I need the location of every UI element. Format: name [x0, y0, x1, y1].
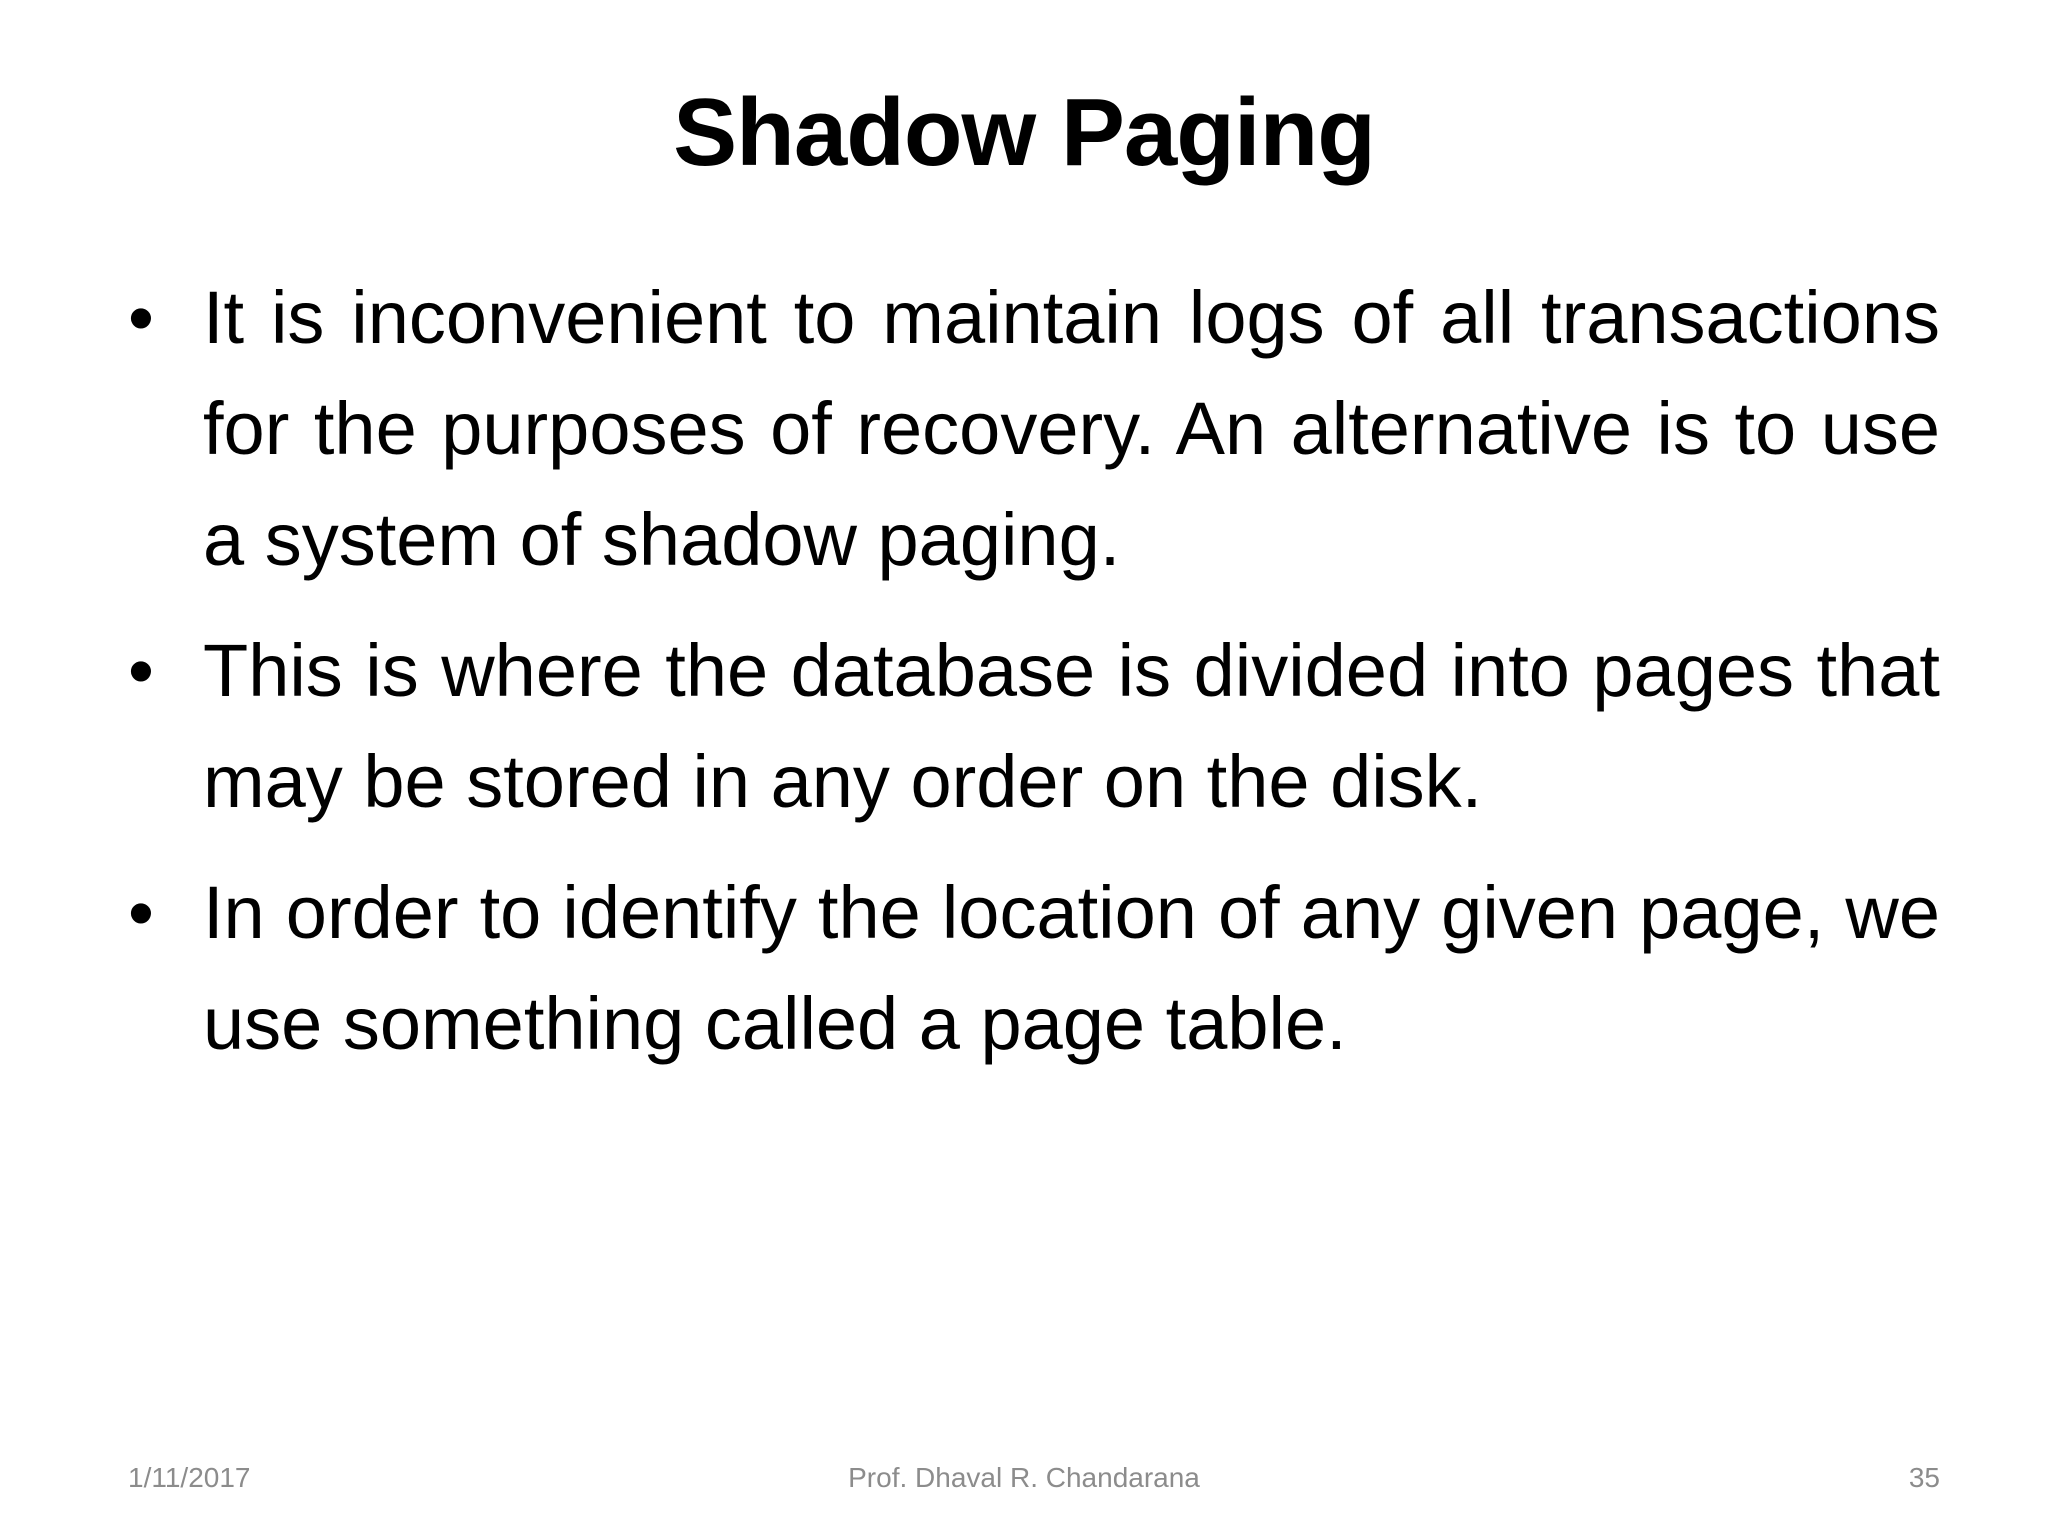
bullet-marker: • [128, 629, 154, 712]
bullet-text: It is inconvenient to maintain logs of all transactions for the purposes of recovery. An alternative is to use a system of shadow paging. [203, 276, 1940, 581]
bullet-text: In order to identify the location of any given page, we use something called a page table. [203, 871, 1940, 1065]
bullet-item [128, 262, 1940, 595]
slide-title: Shadow Paging [673, 79, 1375, 186]
bullet-text: This is where the database is divided into pages that may be stored in any order on the disk. [203, 629, 1940, 823]
bullet-item [128, 615, 1940, 837]
bullet-item [128, 857, 1940, 1079]
footer-date: 1/11/2017 [128, 1462, 251, 1493]
footer-page-number: 35 [1908, 1462, 1940, 1493]
bullet-marker: • [128, 276, 154, 359]
footer-author: Prof. Dhaval R. Chandarana [848, 1462, 1200, 1493]
bullet-marker: • [128, 871, 154, 954]
bullet-list [128, 262, 1940, 1099]
